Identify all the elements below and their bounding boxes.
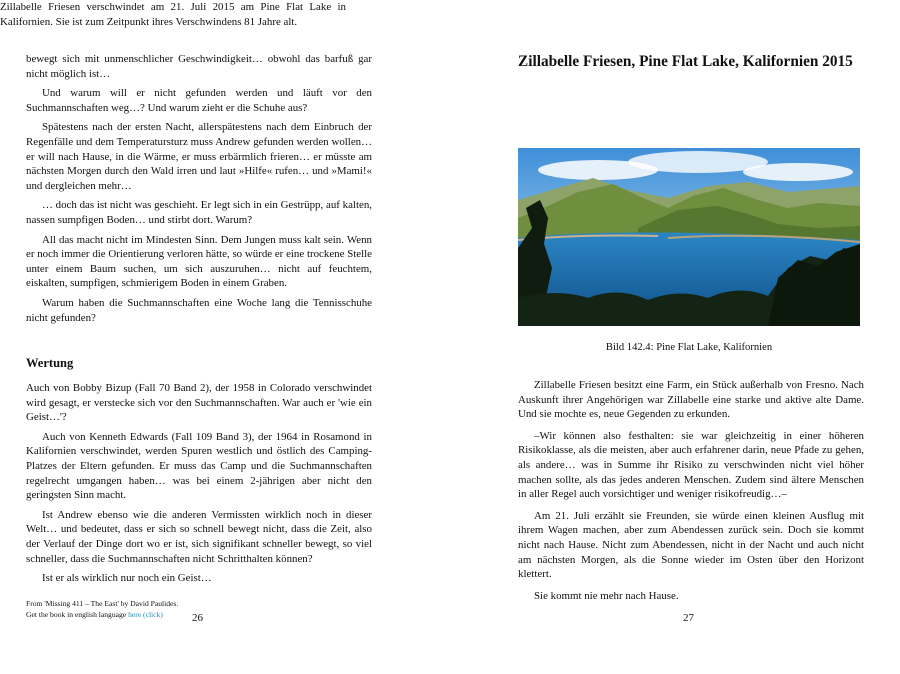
paragraph: Zillabelle Friesen besitzt eine Farm, ein Stück außerhalb von Fresno. Nach Auskunft ihrer Angehörigen war Zillabelle eine starke und aktive alte Dame. Und sie mochte es, neue Gegenden zu erkunden. xyxy=(518,379,864,421)
footnote-link[interactable]: here (click) xyxy=(128,610,163,620)
footnote-source: From 'Missing 411 – The East' by David Paulides. xyxy=(26,598,179,608)
lake-photo xyxy=(518,148,860,326)
paragraph: Am 21. Juli erzählt sie Freunden, sie würde einen kleinen Ausflug mit ihrem Wagen machen, aber zum Abendessen zurück sein. Doch sie kommt nicht nach Hause. Nicht zum Abendessen, nicht in der Nacht und auch nicht am nächsten Morgen, als die Sonne wieder im Osten über den Horizont klettert. xyxy=(518,509,864,581)
footnote-prefix: Get the book in english language xyxy=(26,610,129,620)
paragraph: Sie kommt nie mehr nach Hause. xyxy=(534,589,679,602)
page-number-left: 26 xyxy=(192,612,203,624)
paragraph: Ist er als wirklich nur noch ein Geist… xyxy=(42,572,212,585)
paragraph: bewegt sich mit unmenschlicher Geschwindigkeit… obwohl das barfuß gar nicht möglich ist… xyxy=(26,53,372,80)
paragraph: –Wir können also festhalten: sie war gleichzeitig in einer höheren Risikoklasse, als die meisten, aber auch erfahrener darin, neue Pfade zu gehen, als andere… was in Summe ihr Risiko zu verschwinden nicht viel höher machen sollte, als das jedes anderen Menschen. Zudem sind ältere Menschen in aller Regel auch vorsichtiger und weniger risikofreudig…– xyxy=(518,429,864,501)
chapter-title: Zillabelle Friesen, Pine Flat Lake, Kalifornien 2015 xyxy=(518,53,853,70)
paragraph: Und warum will er nicht gefunden werden und läuft vor den Suchmannschaften weg…? Und warum zieht er die Schuhe aus? xyxy=(26,87,372,114)
section-heading-wertung: Wertung xyxy=(26,356,74,371)
paragraph: Auch von Kenneth Edwards (Fall 109 Band 3), der 1964 in Rosamond in Kalifornien verschwindet, werden Spuren westlich und östlich des Camping-Platzes der Eltern gefunden. Er muss das Camp und die Suchmannschaften regelrecht umgangen haben… was bei einem 2-jährigen aber nicht den geringsten Sinn macht. xyxy=(26,430,372,502)
intro-paragraph: Zillabelle Friesen verschwindet am 21. Juli 2015 am Pine Flat Lake in Kalifornien. Sie ist zum Zeitpunkt ihres Verschwindens 81 Jahre alt. xyxy=(0,1,346,28)
paragraph: Warum haben die Suchmannschaften eine Woche lang die Tennisschuhe nicht gefunden? xyxy=(26,296,372,324)
page-number-right: 27 xyxy=(683,612,694,624)
photo-caption: Bild 142.4: Pine Flat Lake, Kalifornien xyxy=(605,342,773,353)
left-page-text xyxy=(26,52,372,621)
paragraph: Ist Andrew ebenso wie die anderen Vermissten wirklich noch in dieser Welt… und bedeutet, dass er sich so schnell bewegt nicht, dass die Zeit, also der Verlauf der Dinge dort wo er ist, sich signifikant schneller bewegt, so viel schneller, dass die Suchmannschaften nicht Schritthalten können? xyxy=(26,508,372,565)
right-body-paragraphs xyxy=(518,378,864,610)
paragraph: Auch von Bobby Bizup (Fall 70 Band 2), der 1958 in Colorado verschwindet wird gesagt, er verstecke sich vor den Suchmannschaften. War auch er 'wie ein Geist…'? xyxy=(26,382,372,424)
paragraph: Spätestens nach der ersten Nacht, allerspätestens nach dem Einbruch der Regenfälle und dem Temperatursturz muss Andrew gefunden werden wollen… er will nach Hause, in die Wärme, er muss erbärmlich frieren… er müsste am nächsten Morgen durch den Wald irren und laut »Hilfe« rufen… und »Mami!« und dergleichen mehr… xyxy=(26,121,372,192)
left-top-paragraphs xyxy=(26,52,372,325)
paragraph: … doch das ist nicht was geschieht. Er legt sich in ein Gestrüpp, auf kalten, nassen sumpfigen Boden… und stirbt dort. Warum? xyxy=(26,199,372,226)
left-bottom-paragraphs xyxy=(26,381,372,586)
paragraph: All das macht nicht im Mindesten Sinn. Dem Jungen muss kalt sein. Wenn er noch immer die Orientierung verloren hätte, so würde er eine trockene Stelle unter einem Baum suchen, um sich auszuruhen… nicht auf feuchtem, eiskalten, sumpfigen, schmierigem Boden in einem Graben. xyxy=(26,233,372,290)
